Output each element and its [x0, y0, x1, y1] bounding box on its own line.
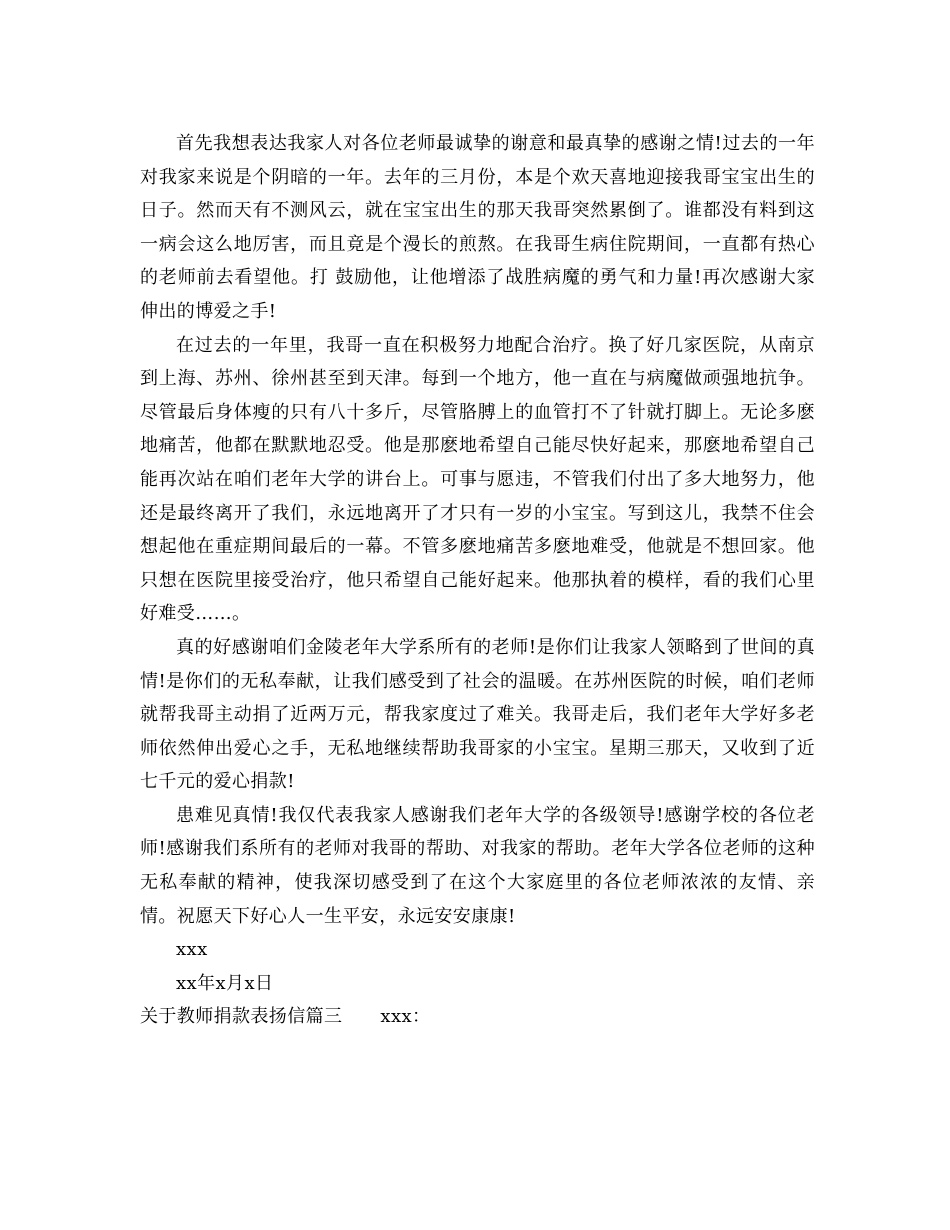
- next-section-title: 关于教师捐款表扬信篇三: [140, 1006, 343, 1028]
- next-section-line: [140, 1000, 815, 1034]
- next-section-salutation: xxx：: [380, 1006, 431, 1028]
- paragraph-3: 真的好感谢咱们金陵老年大学系所有的老师!是你们让我家人领略到了世间的真情!是你们的无私奉献，让我们感受到了社会的温暖。在苏州医院的时候，咱们老师就帮我哥主动捐了近两万元，帮我家度过了难关。我哥走后，我们老年大学好多老师依然伸出爱心之手，无私地继续帮助我哥家的小宝宝。星期三那天，又收到了近七千元的爱心捐款!: [140, 636, 815, 793]
- letter-body: [140, 127, 815, 1034]
- signature-date: xx年x月x日: [176, 972, 274, 994]
- signature-name: xxx: [176, 939, 208, 961]
- paragraph-2: 在过去的一年里，我哥一直在积极努力地配合治疗。换了好几家医院，从南京到上海、苏州、徐州甚至到天津。每到一个地方，他一直在与病魔做顽强地抗争。尽管最后身体瘦的只有八十多斤，尽管胳膊上的血管打不了针就打脚上。无论多麽地痛苦，他都在默默地忍受。他是那麽地希望自己能尽快好起来，那麽地希望自己能再次站在咱们老年大学的讲台上。可事与愿违，不管我们付出了多大地努力，他还是最终离开了我们，永远地离开了才只有一岁的小宝宝。写到这儿，我禁不住会想起他在重症期间最后的一幕。不管多麽地痛苦多麽地难受，他就是不想回家。他只想在医院里接受治疗，他只希望自己能好起来。他那执着的模样，看的我们心里好难受……。: [140, 334, 815, 625]
- paragraph-4: 患难见真情!我仅代表我家人感谢我们老年大学的各级领导!感谢学校的各位老师!感谢我们系所有的老师对我哥的帮助、对我家的帮助。老年大学各位老师的这种无私奉献的精神，使我深切感受到了在这个大家庭里的各位老师浓浓的友情、亲情。祝愿天下好心人一生平安，永远安安康康!: [140, 804, 815, 927]
- paragraph-1: 首先我想表达我家人对各位老师最诚挚的谢意和最真挚的感谢之情!过去的一年对我家来说是个阴暗的一年。去年的三月份，本是个欢天喜地迎接我哥宝宝出生的日子。然而天有不测风云，就在宝宝出生的那天我哥突然累倒了。谁都没有料到这一病会这么地厉害，而且竟是个漫长的煎熬。在我哥生病住院期间，一直都有热心的老师前去看望他。打 鼓励他，让他增添了战胜病魔的勇气和力量!再次感谢大家伸出的博爱之手!: [140, 133, 815, 322]
